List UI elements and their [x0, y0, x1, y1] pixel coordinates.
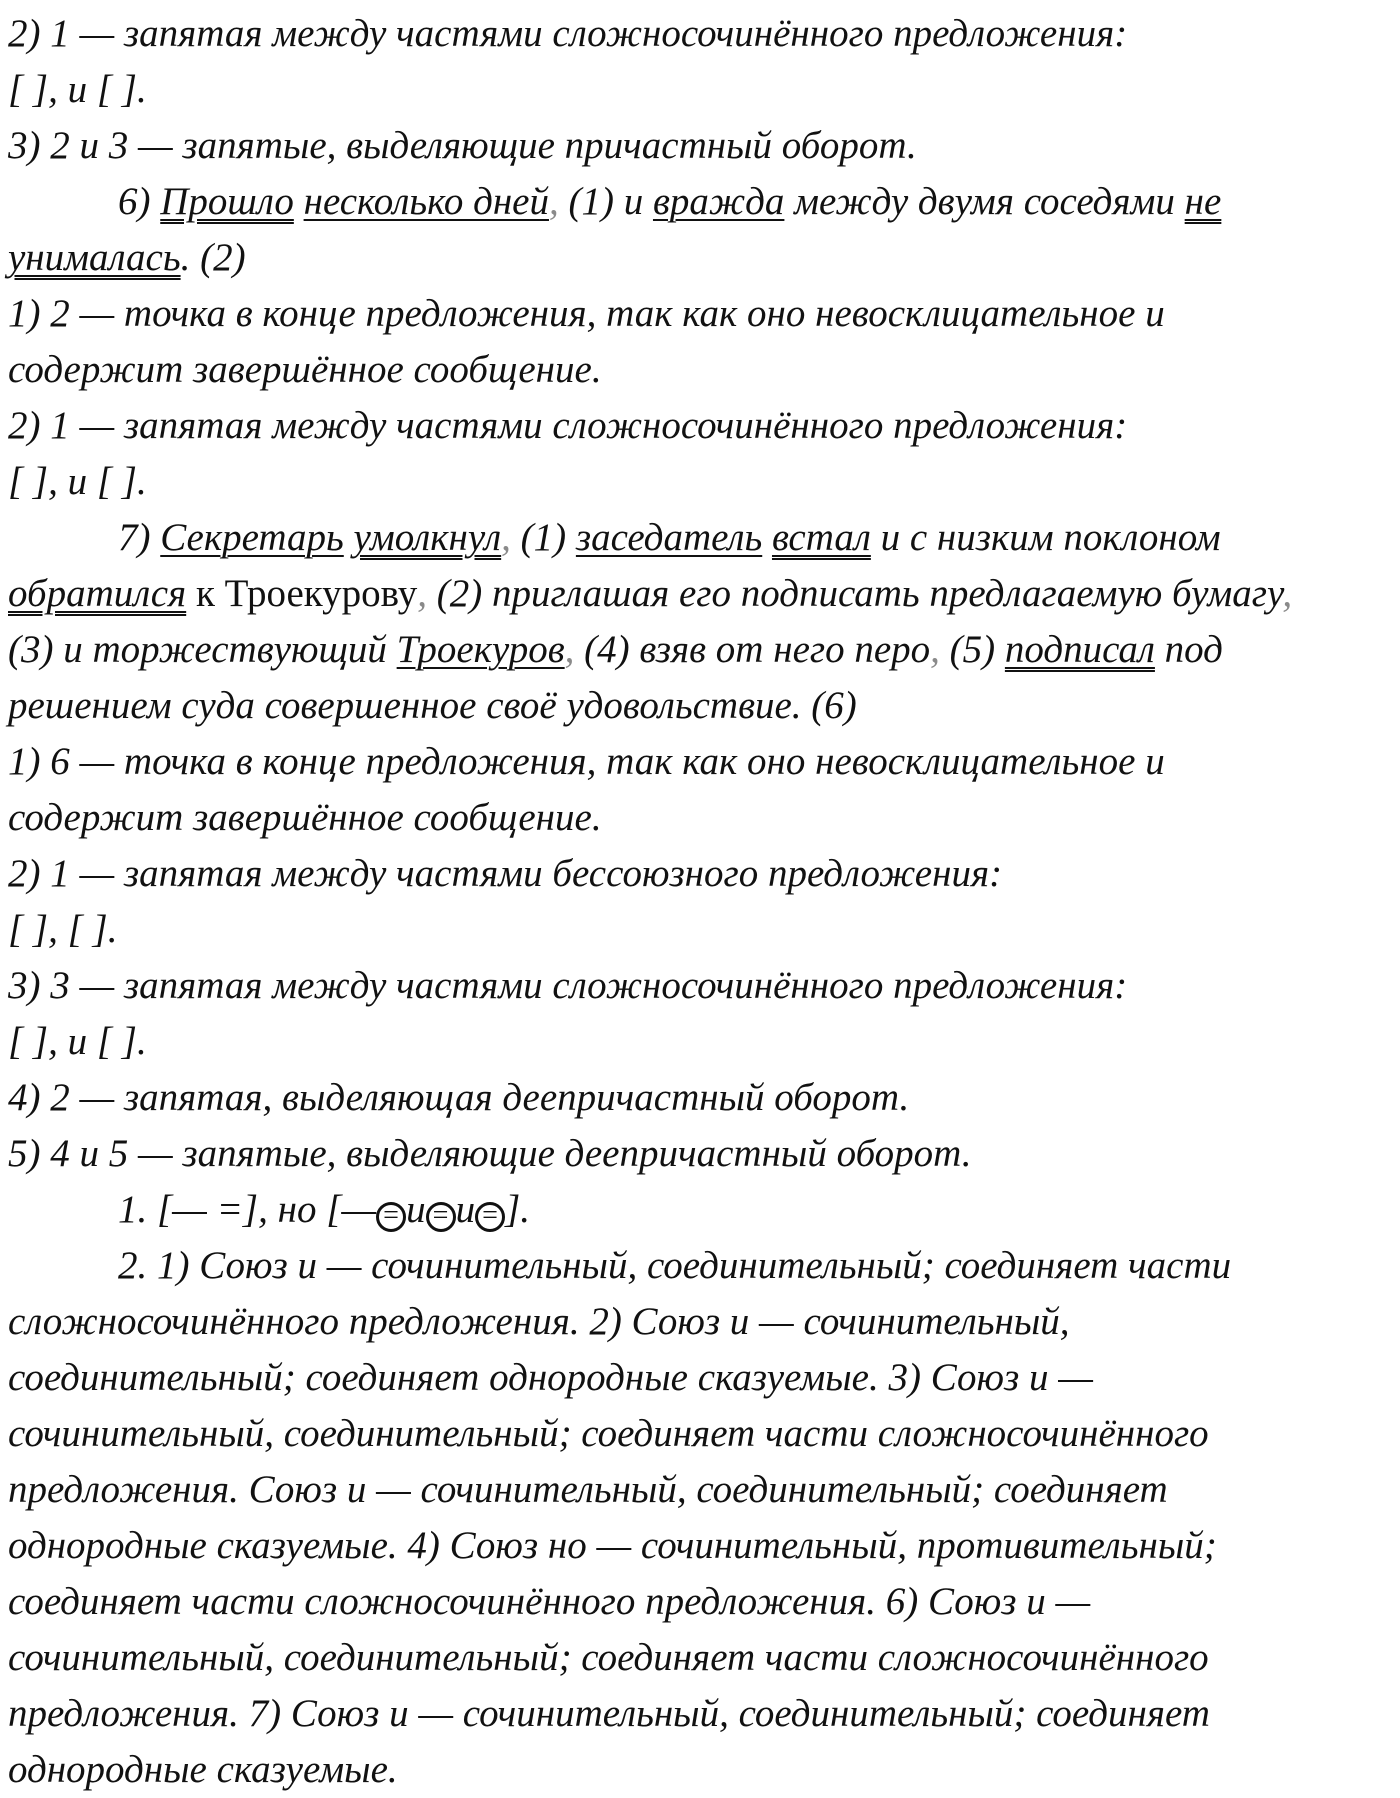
predicate: не — [1184, 180, 1222, 223]
sentence-6-line-1: 6) Прошло несколько дней, (1) и вражда между двумя соседями не — [118, 180, 1222, 223]
text-line: 5) 4 и 5 — запятые, выделяющие деепричастный оборот. — [8, 1132, 972, 1175]
predicate: умолкнул — [353, 516, 502, 559]
text-line: предложения. 7) Союз и — сочинительный, соединительный; соединяет — [8, 1692, 1210, 1735]
circled-predicate-mark: = — [426, 1202, 456, 1232]
comma-mark: , — [930, 628, 940, 671]
text-line: 2) 1 — запятая между частями бессоюзного предложения: — [8, 852, 1003, 895]
predicate: подписал — [1004, 628, 1155, 671]
text-line: однородные сказуемые. — [8, 1748, 398, 1791]
sentence-7-line-1: 7) Секретарь умолкнул, (1) заседатель встал и с низким поклоном — [118, 516, 1221, 559]
subject: вражда — [652, 180, 785, 223]
text-line: [ ], [ ]. — [8, 908, 118, 951]
text-line: 4) 2 — запятая, выделяющая деепричастный оборот. — [8, 1076, 910, 1119]
text-line: содержит завершённое сообщение. — [8, 796, 602, 839]
sentence-7-line-4: решением суда совершенное своё удовольствие. (6) — [8, 684, 857, 727]
text-line: сочинительный, соединительный; соединяет части сложносочинённого — [8, 1636, 1209, 1679]
text-line: 2) 1 — запятая между частями сложносочинённого предложения: — [8, 404, 1128, 447]
predicate: унималась — [8, 236, 181, 279]
text-line: 1) 2 — точка в конце предложения, так как оно невосклицательное и — [8, 292, 1165, 335]
text-line: сочинительный, соединительный; соединяет части сложносочинённого — [8, 1412, 1209, 1455]
text-line: 3) 3 — запятая между частями сложносочинённого предложения: — [8, 964, 1128, 1007]
comma-mark: , — [564, 628, 575, 671]
text-line: [ ], и [ ]. — [8, 1020, 147, 1063]
sentence-7-line-3: (3) и торжествующий Троекуров, (4) взяв от него перо, (5) подписал под — [8, 628, 1223, 671]
comma-mark: , — [501, 516, 511, 559]
predicate: обратился — [8, 572, 187, 615]
sentence-7-line-2: обратился к Троекурову, (2) приглашая его подписать предлагаемую бумагу, — [8, 572, 1293, 615]
predicate: встал — [771, 516, 871, 559]
text-line: соединяет части сложносочинённого предложения. 6) Союз и — — [8, 1580, 1091, 1623]
circled-predicate-mark: = — [376, 1202, 406, 1232]
predicate: Прошло — [160, 180, 294, 223]
text-line: соединительный; соединяет однородные сказуемые. 3) Союз и — — [8, 1356, 1093, 1399]
circled-predicate-mark: = — [475, 1202, 505, 1232]
text-line: [ ], и [ ]. — [8, 68, 147, 111]
text-line: [ ], и [ ]. — [8, 460, 147, 503]
text-line: 3) 2 и 3 — запятые, выделяющие причастный оборот. — [8, 124, 917, 167]
text-line: содержит завершённое сообщение. — [8, 348, 602, 391]
subject: Секретарь — [160, 516, 344, 559]
comma-mark: , — [417, 572, 427, 615]
comma-mark: , — [1282, 572, 1293, 615]
text-line: предложения. Союз и — сочинительный, соединительный; соединяет — [8, 1468, 1168, 1511]
subject: Троекуров — [396, 628, 565, 671]
sentence-scheme: 1. [— =], но [— = и = и = ]. — [118, 1188, 530, 1231]
text-line: 2. 1) Союз и — сочинительный, соединительный; соединяет части — [118, 1244, 1232, 1287]
sentence-6-line-2: унималась. (2) — [8, 236, 246, 279]
text-line: сложносочинённого предложения. 2) Союз и — сочинительный, — [8, 1300, 1070, 1343]
comma-mark: , — [548, 180, 559, 223]
text-line: однородные сказуемые. 4) Союз но — сочинительный, противительный; — [8, 1524, 1217, 1567]
subject: несколько дней — [303, 180, 549, 223]
text-line: 1) 6 — точка в конце предложения, так как оно невосклицательное и — [8, 740, 1165, 783]
subject: заседатель — [575, 516, 763, 559]
text-line: 2) 1 — запятая между частями сложносочинённого предложения: — [8, 12, 1128, 55]
